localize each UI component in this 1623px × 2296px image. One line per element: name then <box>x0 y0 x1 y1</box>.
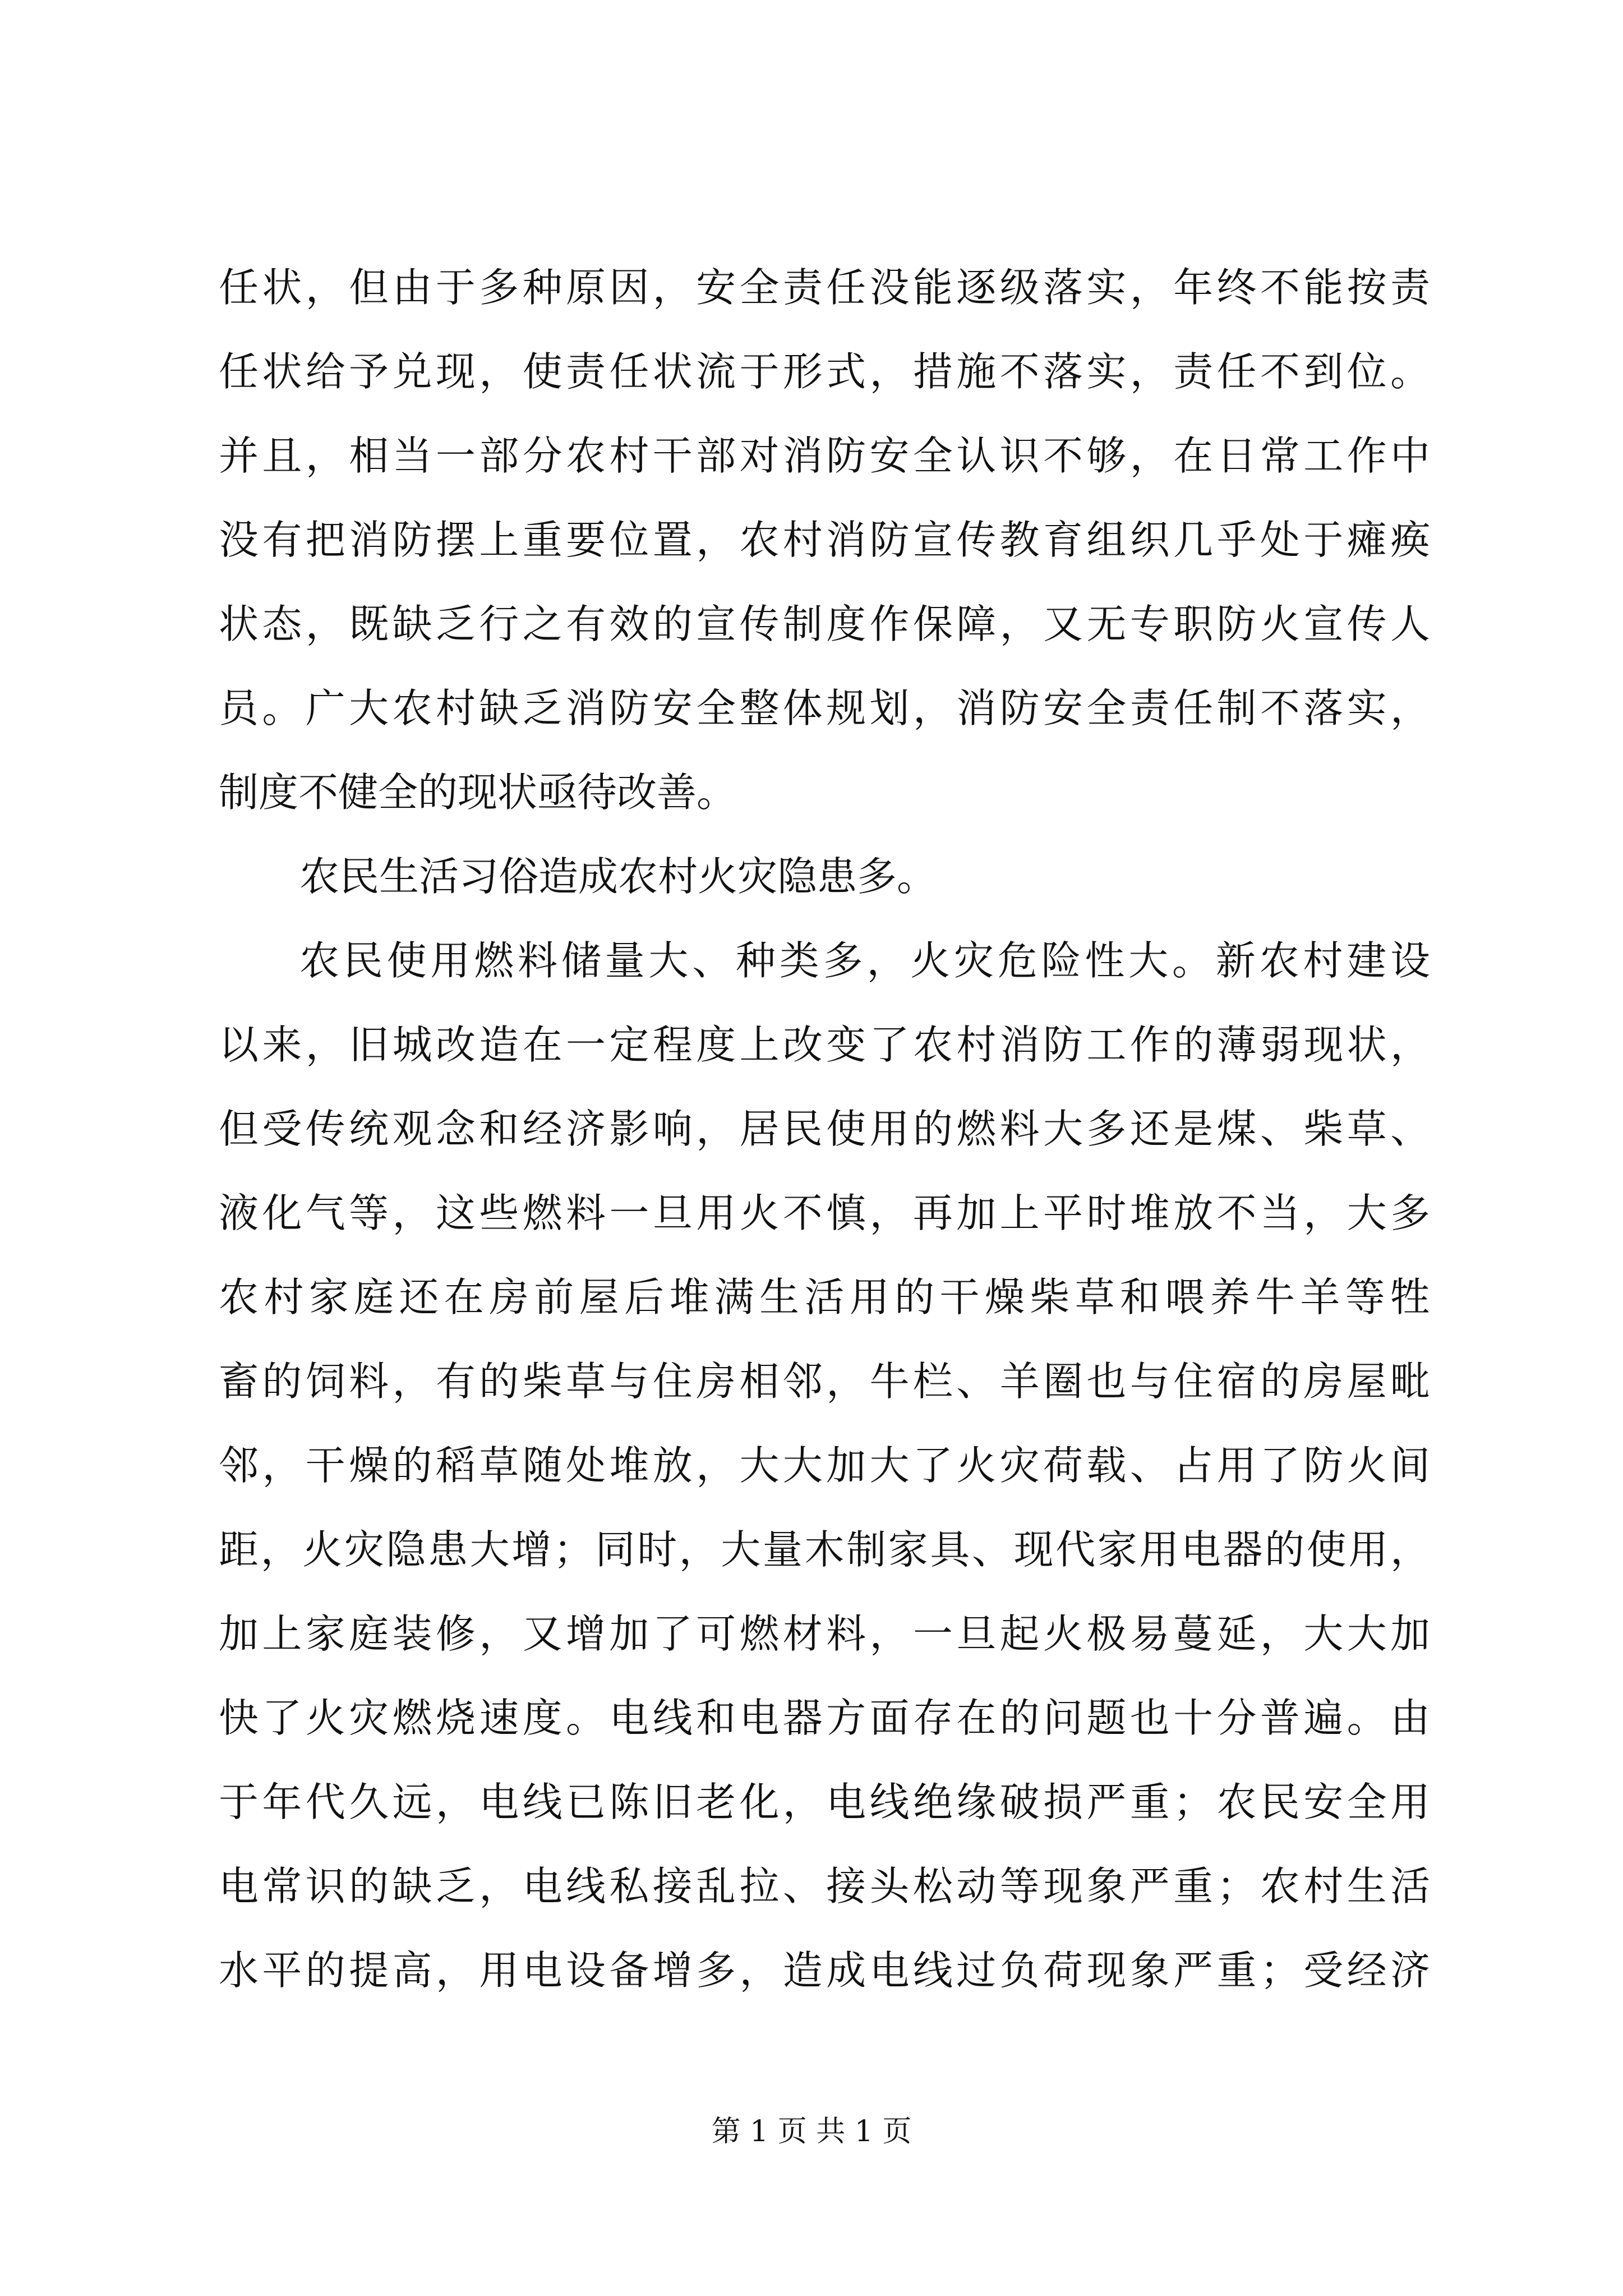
text-line: 水平的提高，用电设备增多，造成电线过负荷现象严重；受经济 <box>219 1947 1430 1994</box>
page-footer: 第 1 页 共 1 页 <box>711 2115 912 2148</box>
text-line: 液化气等，这些燃料一旦用火不慎，再加上平时堆放不当，大多 <box>219 1190 1430 1236</box>
heading-line: 农民生活习俗造成农村火灾隐患多。 <box>299 853 937 900</box>
text-line: 任状给予兑现，使责任状流于形式，措施不落实，责任不到位。 <box>219 348 1430 395</box>
text-line: 并且，相当一部分农村干部对消防安全认识不够，在日常工作中 <box>219 432 1430 479</box>
text-line: 制度不健全的现状亟待改善。 <box>219 769 737 816</box>
text-line: 快了火灾燃烧速度。电线和电器方面存在的问题也十分普遍。由 <box>219 1695 1430 1741</box>
text-line: 以来，旧城改造在一定程度上改变了农村消防工作的薄弱现状， <box>219 1022 1430 1068</box>
text-line: 农民使用燃料储量大、种类多，火灾危险性大。新农村建设 <box>299 937 1430 984</box>
text-line: 于年代久远，电线已陈旧老化，电线绝缘破损严重；农民安全用 <box>219 1779 1430 1825</box>
text-line: 农村家庭还在房前屋后堆满生活用的干燥柴草和喂养牛羊等牲 <box>219 1274 1430 1320</box>
text-line: 但受传统观念和经济影响，居民使用的燃料大多还是煤、柴草、 <box>219 1106 1430 1152</box>
text-line: 没有把消防摆上重要位置，农村消防宣传教育组织几乎处于瘫痪 <box>219 517 1430 563</box>
text-line: 员。广大农村缺乏消防安全整体规划，消防安全责任制不落实， <box>219 685 1430 731</box>
text-line: 畜的饲料，有的柴草与住房相邻，牛栏、羊圈也与住宿的房屋毗 <box>219 1358 1430 1405</box>
text-line: 距，火灾隐患大增；同时，大量木制家具、现代家用电器的使用， <box>219 1526 1430 1573</box>
text-line: 电常识的缺乏，电线私接乱拉、接头松动等现象严重；农村生活 <box>219 1863 1430 1910</box>
document-body <box>219 246 1430 2013</box>
text-line: 任状，但由于多种原因，安全责任没能逐级落实，年终不能按责 <box>219 264 1430 311</box>
text-line: 加上家庭装修，又增加了可燃材料，一旦起火极易蔓延，大大加 <box>219 1611 1430 1657</box>
text-line: 状态，既缺乏行之有效的宣传制度作保障，又无专职防火宣传人 <box>219 601 1430 647</box>
text-line: 邻，干燥的稻草随处堆放，大大加大了火灾荷载、占用了防火间 <box>219 1442 1430 1489</box>
